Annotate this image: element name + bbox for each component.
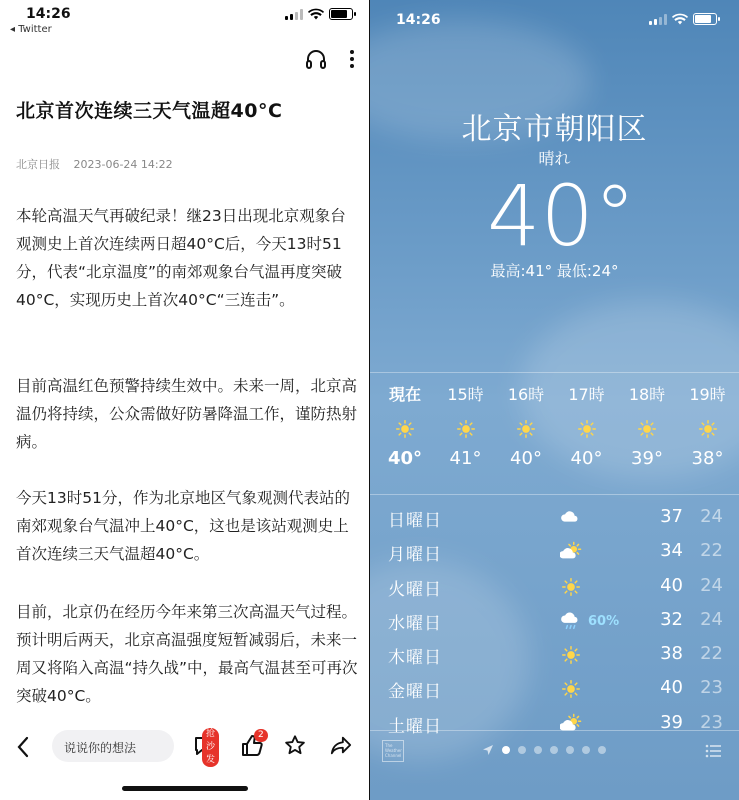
cloud-icon xyxy=(560,507,582,529)
battery-icon xyxy=(329,8,353,20)
day-temp-2: 22 xyxy=(700,540,723,562)
daily-row[interactable] xyxy=(388,571,727,605)
hourly-temp: 40° xyxy=(510,448,542,469)
like-count-badge: 2 xyxy=(254,729,268,742)
day-icon xyxy=(560,576,582,602)
sun-icon xyxy=(560,644,582,666)
precip-chance: 60% xyxy=(588,613,620,629)
day-temp-2: 24 xyxy=(700,608,723,630)
article-paragraph: 本轮高温天气再破纪录！继23日出现北京观象台观测史上首次连续两日超40°C后，今天13时51分，代表“北京温度”的南郊观象台气温再度突破40°C，实现历史上首次40°C“三连击”。 xyxy=(16,207,346,309)
daily-forecast[interactable] xyxy=(388,502,727,742)
wifi-icon xyxy=(672,13,688,25)
hourly-time: 18時 xyxy=(628,385,666,404)
hourly-temp: 38° xyxy=(691,448,724,469)
page-dot[interactable] xyxy=(582,746,590,754)
article-bottom-bar xyxy=(0,726,369,770)
divider xyxy=(370,494,739,495)
home-indicator[interactable] xyxy=(122,786,248,791)
day-temp-1: 39 xyxy=(660,711,683,733)
divider xyxy=(370,372,739,373)
sun-icon xyxy=(697,418,719,440)
page-dot[interactable] xyxy=(550,746,558,754)
status-icons xyxy=(649,13,717,25)
comment-badge: 抢沙发 xyxy=(202,728,219,767)
list-icon[interactable] xyxy=(705,744,721,758)
comment-button[interactable] xyxy=(192,729,216,765)
hourly-temp: 40° xyxy=(387,448,423,469)
hourly-icon xyxy=(439,410,493,448)
day-temp-1: 40 xyxy=(660,574,683,596)
hourly-item xyxy=(620,382,674,469)
back-arrow-icon[interactable] xyxy=(16,736,30,758)
sun-icon xyxy=(455,418,477,440)
hourly-icon xyxy=(378,410,432,448)
hourly-time: 19時 xyxy=(689,385,726,404)
day-temp-1: 38 xyxy=(660,643,683,665)
hourly-icon xyxy=(499,410,553,448)
article-paragraph: 目前高温红色预警持续生效中。未来一周，北京高温仍将持续，公众需做好防暑降温工作，谨防热射病。 xyxy=(16,377,358,451)
hourly-time: 現在 xyxy=(388,385,421,404)
sun-icon xyxy=(636,418,658,440)
hourly-icon xyxy=(681,410,735,448)
news-app-screen xyxy=(0,0,369,800)
day-name: 金曜日 xyxy=(388,682,442,703)
back-to-twitter-link[interactable]: ◂ Twitter xyxy=(10,24,52,35)
like-button[interactable] xyxy=(240,730,264,762)
sun-icon xyxy=(576,418,598,440)
day-name: 火曜日 xyxy=(388,579,442,600)
battery-icon xyxy=(693,13,717,25)
sun-icon xyxy=(515,418,537,440)
hourly-time: 15時 xyxy=(447,385,484,404)
location-arrow-icon xyxy=(482,744,494,756)
daily-row[interactable] xyxy=(388,536,727,570)
page-dot[interactable] xyxy=(566,746,574,754)
page-dot[interactable] xyxy=(534,746,542,754)
day-icon xyxy=(560,644,582,670)
status-icons xyxy=(285,8,353,20)
day-temp-1: 34 xyxy=(660,540,683,562)
hourly-time: 16時 xyxy=(507,385,545,404)
hourly-item xyxy=(439,382,493,469)
article-source[interactable]: 北京日报 xyxy=(16,158,60,171)
day-temp-2: 23 xyxy=(700,711,723,733)
page-dot[interactable] xyxy=(598,746,606,754)
headphones-icon[interactable] xyxy=(305,48,327,70)
day-icon xyxy=(560,541,582,567)
daily-row[interactable] xyxy=(388,673,727,707)
day-temp-2: 23 xyxy=(700,677,723,699)
day-temp-1: 37 xyxy=(660,506,683,527)
more-options-icon[interactable] xyxy=(349,49,355,69)
hourly-item xyxy=(560,382,614,469)
status-time: 14:26 xyxy=(26,6,71,22)
rain-cloud-icon xyxy=(560,610,582,632)
daily-row[interactable] xyxy=(388,605,727,639)
day-name: 水曜日 xyxy=(388,613,442,634)
hourly-temp: 40° xyxy=(570,448,603,469)
high-low-temperature: 最高:41° 最低:24° xyxy=(490,262,619,280)
page-dot[interactable] xyxy=(502,746,510,754)
wifi-icon xyxy=(308,8,324,20)
location-name: 北京市朝阳区 xyxy=(461,112,648,147)
article-meta xyxy=(16,156,183,172)
day-temp-2: 24 xyxy=(700,574,723,596)
status-bar xyxy=(370,0,739,34)
sun-icon xyxy=(560,576,582,598)
day-name: 土曜日 xyxy=(388,716,442,737)
partly-sunny-icon xyxy=(560,541,582,563)
hourly-icon xyxy=(560,410,614,448)
weather-app-screen xyxy=(370,0,739,800)
cellular-signal-icon xyxy=(285,9,303,20)
hourly-item xyxy=(378,382,432,469)
sun-icon xyxy=(560,678,582,700)
current-temperature: 40° xyxy=(487,167,636,265)
cellular-signal-icon xyxy=(649,14,667,25)
divider xyxy=(370,730,739,731)
share-icon[interactable] xyxy=(330,734,352,756)
comment-input[interactable]: 说说你的想法 xyxy=(52,730,174,762)
hourly-forecast[interactable] xyxy=(378,382,739,492)
day-name: 月曜日 xyxy=(388,545,442,566)
day-name: 木曜日 xyxy=(388,648,442,669)
day-temp-1: 40 xyxy=(660,677,683,699)
hourly-item xyxy=(681,382,735,469)
current-condition: 晴れ xyxy=(538,149,571,168)
hourly-temp: 39° xyxy=(631,448,663,469)
day-icon xyxy=(560,610,582,636)
article-paragraph: 目前，北京仍在经历今年来第三次高温天气过程。预计明后两天，北京高温强度短暂减弱后，未来一周又将陷入高温“持久战”中，最高气温甚至可再次突破40°C。 xyxy=(16,603,358,705)
status-bar xyxy=(0,0,369,40)
hourly-item xyxy=(499,382,553,469)
hourly-temp: 41° xyxy=(449,448,482,469)
sun-icon xyxy=(394,418,416,440)
star-icon[interactable] xyxy=(284,734,306,756)
daily-row[interactable] xyxy=(388,639,727,673)
day-name: 日曜日 xyxy=(388,511,442,531)
status-time: 14:26 xyxy=(396,12,441,28)
weather-channel-logo[interactable]: The Weather Channel xyxy=(382,740,404,762)
page-indicator[interactable] xyxy=(482,744,606,756)
article-paragraph: 今天13时51分，作为北京地区气象观测代表站的南郊观象台气温冲上40°C，这也是该站观测史上首次连续三天气温超40°C。 xyxy=(16,489,350,563)
day-icon xyxy=(560,678,582,704)
day-temp-2: 24 xyxy=(700,506,723,527)
article-toolbar xyxy=(305,48,355,70)
daily-row[interactable] xyxy=(388,502,727,536)
day-temp-1: 32 xyxy=(660,608,683,630)
weather-bottom-bar xyxy=(370,732,739,772)
article-title: 北京首次连续三天气温超40°C xyxy=(16,100,283,122)
hourly-time: 17時 xyxy=(568,385,605,404)
article-date: 2023-06-24 14:22 xyxy=(73,158,173,171)
page-dot[interactable] xyxy=(518,746,526,754)
day-temp-2: 22 xyxy=(700,643,723,665)
hourly-icon xyxy=(620,410,674,448)
day-icon xyxy=(560,507,582,533)
